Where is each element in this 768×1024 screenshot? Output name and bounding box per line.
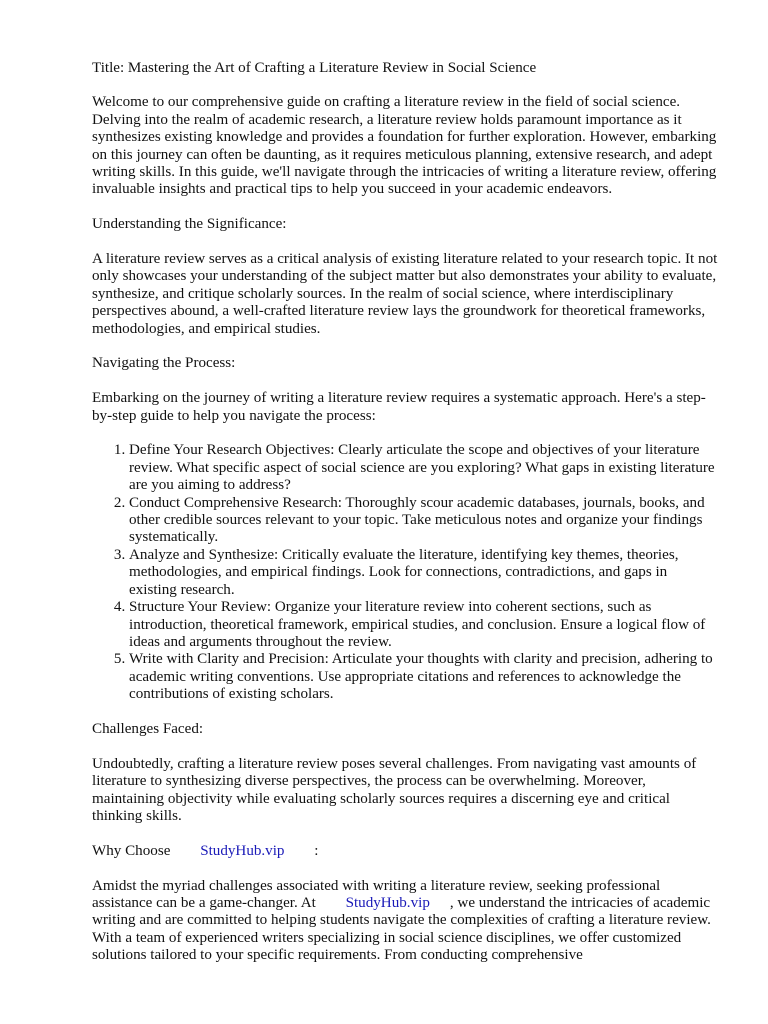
list-item: 1. Define Your Research Objectives: Clearly articulate the scope and objectives of your literature review. What specific aspect of social science are you exploring? What gaps in existing literature are you aiming to address? — [129, 442, 718, 494]
intro-paragraph: Welcome to our comprehensive guide on crafting a literature review in the field of social science. Delving into the realm of academic research, a literature review holds paramount importance as it synthesizes existing knowledge and provides a foundation for further exploration. However, embarking on this journey can often be daunting, as it requires meticulous planning, extensive research, and adept writing skills. In this guide, we'll navigate through the intricacies of writing a literature review, offering invaluable insights and practical tips to help you succeed in your academic endeavors. — [92, 94, 717, 198]
closing-paragraph — [92, 878, 718, 965]
process-steps-list — [92, 442, 718, 703]
why-choose-suffix: : — [314, 842, 319, 859]
closing-text-after: , we understand the intricacies of academic writing and are committed to helping students navigate the complexities of crafting a literature review. With a team of experienced writers specializing in social science disciplines, we offer customized solutions tailored to your specific requirements. From conducting comprehensive — [92, 894, 711, 964]
studyhub-inline-link[interactable]: StudyHub.vip — [345, 894, 430, 911]
closing-text-before: Amidst the myriad challenges associated with writing a literature review, seeking professional assistance can be a game-changer. At — [92, 877, 661, 911]
significance-heading: Understanding the Significance: — [92, 216, 287, 233]
why-choose-prefix: Why Choose — [92, 842, 171, 859]
document-title: Title: Mastering the Art of Crafting a Literature Review in Social Science — [92, 60, 537, 76]
challenges-heading: Challenges Faced: — [92, 720, 204, 737]
process-heading: Navigating the Process: — [92, 355, 236, 372]
studyhub-link[interactable]: StudyHub.vip — [200, 842, 285, 859]
challenges-paragraph: Undoubtedly, crafting a literature review poses several challenges. From navigating vast amounts of literature to synthesizing diverse perspectives, the process can be overwhelming. Moreover, maintaining objectivity while evaluating scholarly sources requires a discerning eye and critical thinking skills. — [92, 755, 697, 824]
list-item: 2. Conduct Comprehensive Research: Thoroughly scour academic databases, journals, books, and other credible sources relevant to your topic. Take meticulous notes and organize your findings systematically. — [129, 495, 718, 547]
list-item: 4. Structure Your Review: Organize your literature review into coherent sections, such as introduction, theoretical framework, empirical studies, and conclusion. Ensure a logical flow of ideas and arguments throughout the review. — [129, 599, 718, 651]
list-item: 5. Write with Clarity and Precision: Articulate your thoughts with clarity and precision, adhering to academic writing conventions. Use appropriate citations and references to acknowledge the contributions of existing scholars. — [129, 651, 718, 703]
list-item: 3. Analyze and Synthesize: Critically evaluate the literature, identifying key themes, theories, methodologies, and empirical findings. Look for connections, contradictions, and gaps in existing research. — [129, 547, 718, 599]
why-choose-heading — [92, 843, 718, 860]
process-paragraph: Embarking on the journey of writing a literature review requires a systematic approach. Here's a step-by-step guide to help you navigate the process: — [92, 390, 706, 424]
significance-paragraph: A literature review serves as a critical analysis of existing literature related to your research topic. It not only showcases your understanding of the subject matter but also demonstrates your ability to evaluate, synthesize, and critique scholarly sources. In the realm of social science, where interdisciplinary perspectives abound, a well-crafted literature review lays the groundwork for theoretical frameworks, methodologies, and empirical studies. — [92, 251, 718, 337]
